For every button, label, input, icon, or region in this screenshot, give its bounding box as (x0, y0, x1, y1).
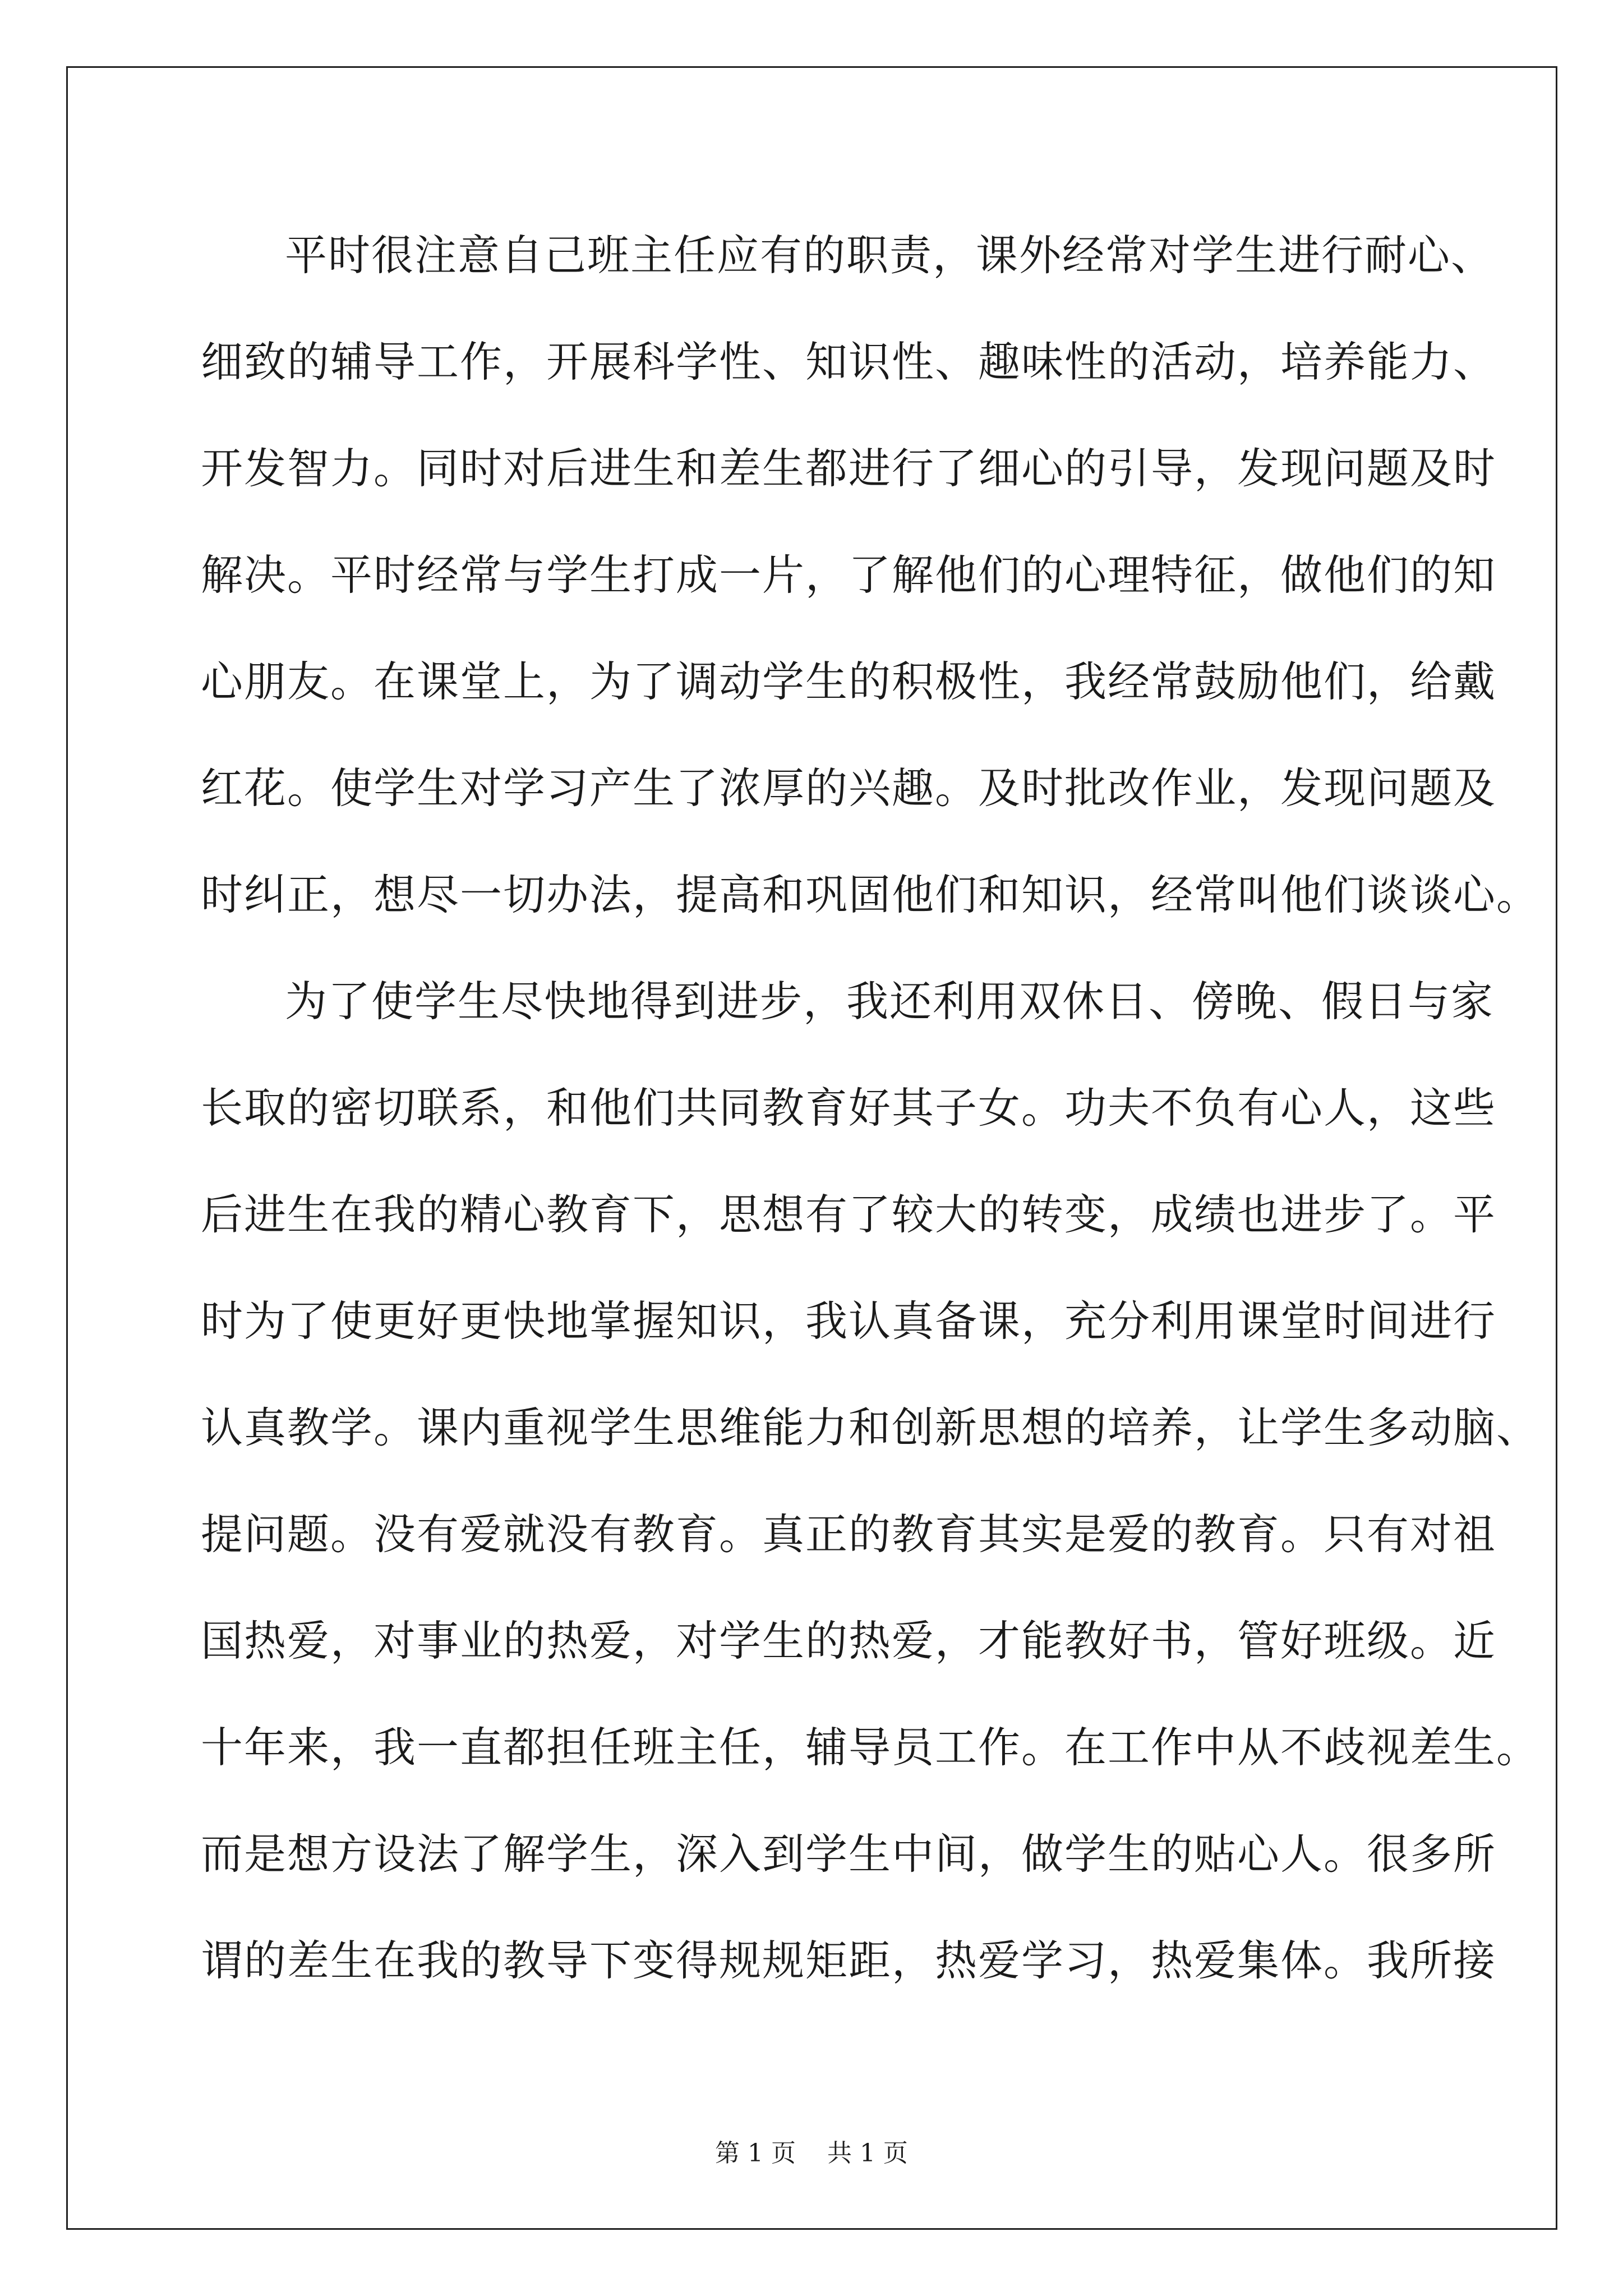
paragraph-2-line-9: 而是想方设法了解学生，深入到学生中间，做学生的贴心人。很多所 (201, 1829, 1497, 1879)
paragraph-2-line-2: 长取的密切联系，和他们共同教育好其子女。功夫不负有心人，这些 (201, 1083, 1497, 1133)
paragraph-2-line-5: 认真教学。课内重视学生思维能力和创新思想的培养，让学生多动脑、 (201, 1403, 1540, 1452)
page-number-footer: 第 1 页 共 1 页 (715, 2139, 908, 2168)
paragraph-2-line-4: 时为了使更好更快地掌握知识，我认真备课，充分利用课堂时间进行 (201, 1296, 1497, 1346)
paragraph-2-line-8: 十年来，我一直都担任班主任，辅导员工作。在工作中从不歧视差生。 (201, 1723, 1540, 1772)
paragraph-1-line-6: 红花。使学生对学习产生了浓厚的兴趣。及时批改作业，发现问题及 (201, 763, 1497, 813)
paragraph-2-line-1: 为了使学生尽快地得到进步，我还利用双休日、傍晚、假日与家 (285, 977, 1495, 1026)
paragraph-2-line-7: 国热爱，对事业的热爱，对学生的热爱，才能教好书，管好班级。近 (201, 1616, 1497, 1665)
paragraph-1-line-3: 开发智力。同时对后进生和差生都进行了细心的引导，发现问题及时 (201, 444, 1497, 493)
paragraph-1-line-5: 心朋友。在课堂上，为了调动学生的积极性，我经常鼓励他们，给戴 (201, 657, 1497, 706)
paragraph-2-line-3: 后进生在我的精心教育下，思想有了较大的转变，成绩也进步了。平 (201, 1190, 1497, 1239)
paragraph-1-line-2: 细致的辅导工作，开展科学性、知识性、趣味性的活动，培养能力、 (201, 337, 1497, 386)
paragraph-2-line-6: 提问题。没有爱就没有教育。真正的教育其实是爱的教育。只有对祖 (201, 1510, 1497, 1559)
paragraph-1-line-7: 时纠正，想尽一切办法，提高和巩固他们和知识，经常叫他们谈谈心。 (201, 870, 1540, 919)
paragraph-2-line-10: 谓的差生在我的教导下变得规规矩距，热爱学习，热爱集体。我所接 (201, 1936, 1497, 1985)
document-body (201, 202, 1540, 2014)
paragraph-1-line-1: 平时很注意自己班主任应有的职责，课外经常对学生进行耐心、 (285, 231, 1495, 280)
paragraph-1-line-4: 解决。平时经常与学生打成一片，了解他们的心理特征，做他们的知 (201, 550, 1497, 600)
